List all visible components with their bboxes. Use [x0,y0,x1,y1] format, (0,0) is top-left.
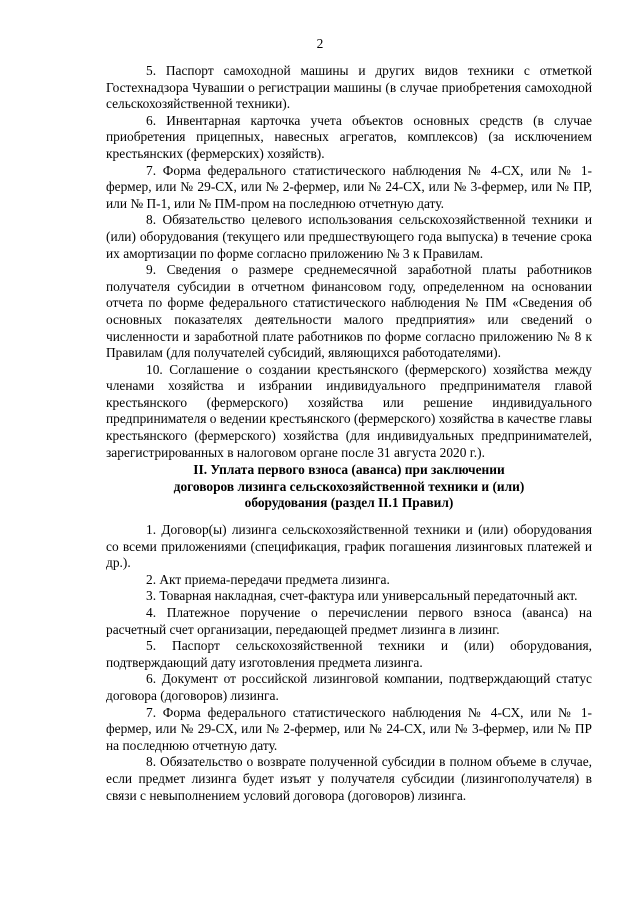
list-item: 6. Инвентарная карточка учета объектов основных средств (в случае приобретения прицепных, навесных агрегатов, комплексов) (за исключением крестьянских (фермерских) хозяйств). [106,112,592,161]
list-item: 9. Сведения о размере среднемесячной заработной платы работников получателя субсидии в отчетном финансовом году, определенном на основании отчета по форме федерального статистического наблюдения № ПМ «Сведения об основных показателях деятельности малого предприятия» или сведений о численности и заработной плате работников по форме согласно приложению № 8 к Правилам (для получателей субсидий, являющихся работодателями). [106,262,592,361]
list-item: 6. Документ от российской лизинговой компании, подтверждающий статус договора (договоров) лизинга. [106,671,592,703]
heading-line: оборудования (раздел II.1 Правил) [244,495,454,511]
list-item: 5. Паспорт самоходной машины и других видов техники с отметкой Гостехнадзора Чувашии о регистрации машины (в случае приобретения самоходной сельскохозяйственной техники). [106,63,592,112]
section-1-list [106,63,592,461]
list-item: 8. Обязательство о возврате полученной субсидии в полном объеме в случае, если предмет лизинга будет изъят у получателя субсидии (лизингополучателя) в связи с невыполнением условий договора (договоров) лизинга. [106,754,592,803]
list-item: 7. Форма федерального статистического наблюдения № 4-СХ, или № 1-фермер, или № 29-СХ, или № 2-фермер, или № 24-СХ, или № 3-фермер, или № ПР, или № П-1, или № ПМ-пром на последнюю отчетную дату. [106,162,592,211]
list-item: 4. Платежное поручение о перечислении первого взноса (аванса) на расчетный счет организации, передающей предмет лизинга в лизинг. [106,604,592,637]
list-item: 10. Соглашение о создании крестьянского (фермерского) хозяйства между членами хозяйства и избрании индивидуального предпринимателя главой крестьянского (фермерского) хозяйства или решение индивидуального предпринимателя о ведении крестьянского (фермерского) хозяйства в качестве главы крестьянского (фермерского) хозяйства (для индивидуальных предпринимателей, зарегистрированных в налоговом органе после 31 августа 2020 г.). [106,361,592,460]
section-2-list [106,522,592,804]
list-item: 2. Акт приема-передачи предмета лизинга. [146,571,390,587]
section-2-heading [106,462,592,512]
list-item: 7. Форма федерального статистического наблюдения № 4-СХ, или № 1-фермер, или № 29-СХ, или № 2-фермер, или № 24-СХ, или № 3-фермер, или № ПР на последнюю отчетную дату. [106,704,592,753]
list-item: 8. Обязательство целевого использования сельскохозяйственной техники и (или) оборудования (текущего или предшествующего года выпуска) в течение срока их амортизации по форме согласно приложению № 3 к Правилам. [106,212,592,261]
list-item: 5. Паспорт сельскохозяйственной техники и (или) оборудования, подтверждающий дату изготовления предмета лизинга. [106,638,592,670]
heading-line: II. Уплата первого взноса (аванса) при заключении [193,462,505,477]
list-item: 1. Договор(ы) лизинга сельскохозяйственной техники и (или) оборудования со всеми приложениями (спецификация, график погашения лизинговых платежей и др.). [106,522,592,571]
page-number: 2 [316,36,324,51]
list-item: 3. Товарная накладная, счет-фактура или универсальный передаточный акт. [146,588,578,604]
heading-line: договоров лизинга сельскохозяйственной техники и (или) [173,478,525,494]
